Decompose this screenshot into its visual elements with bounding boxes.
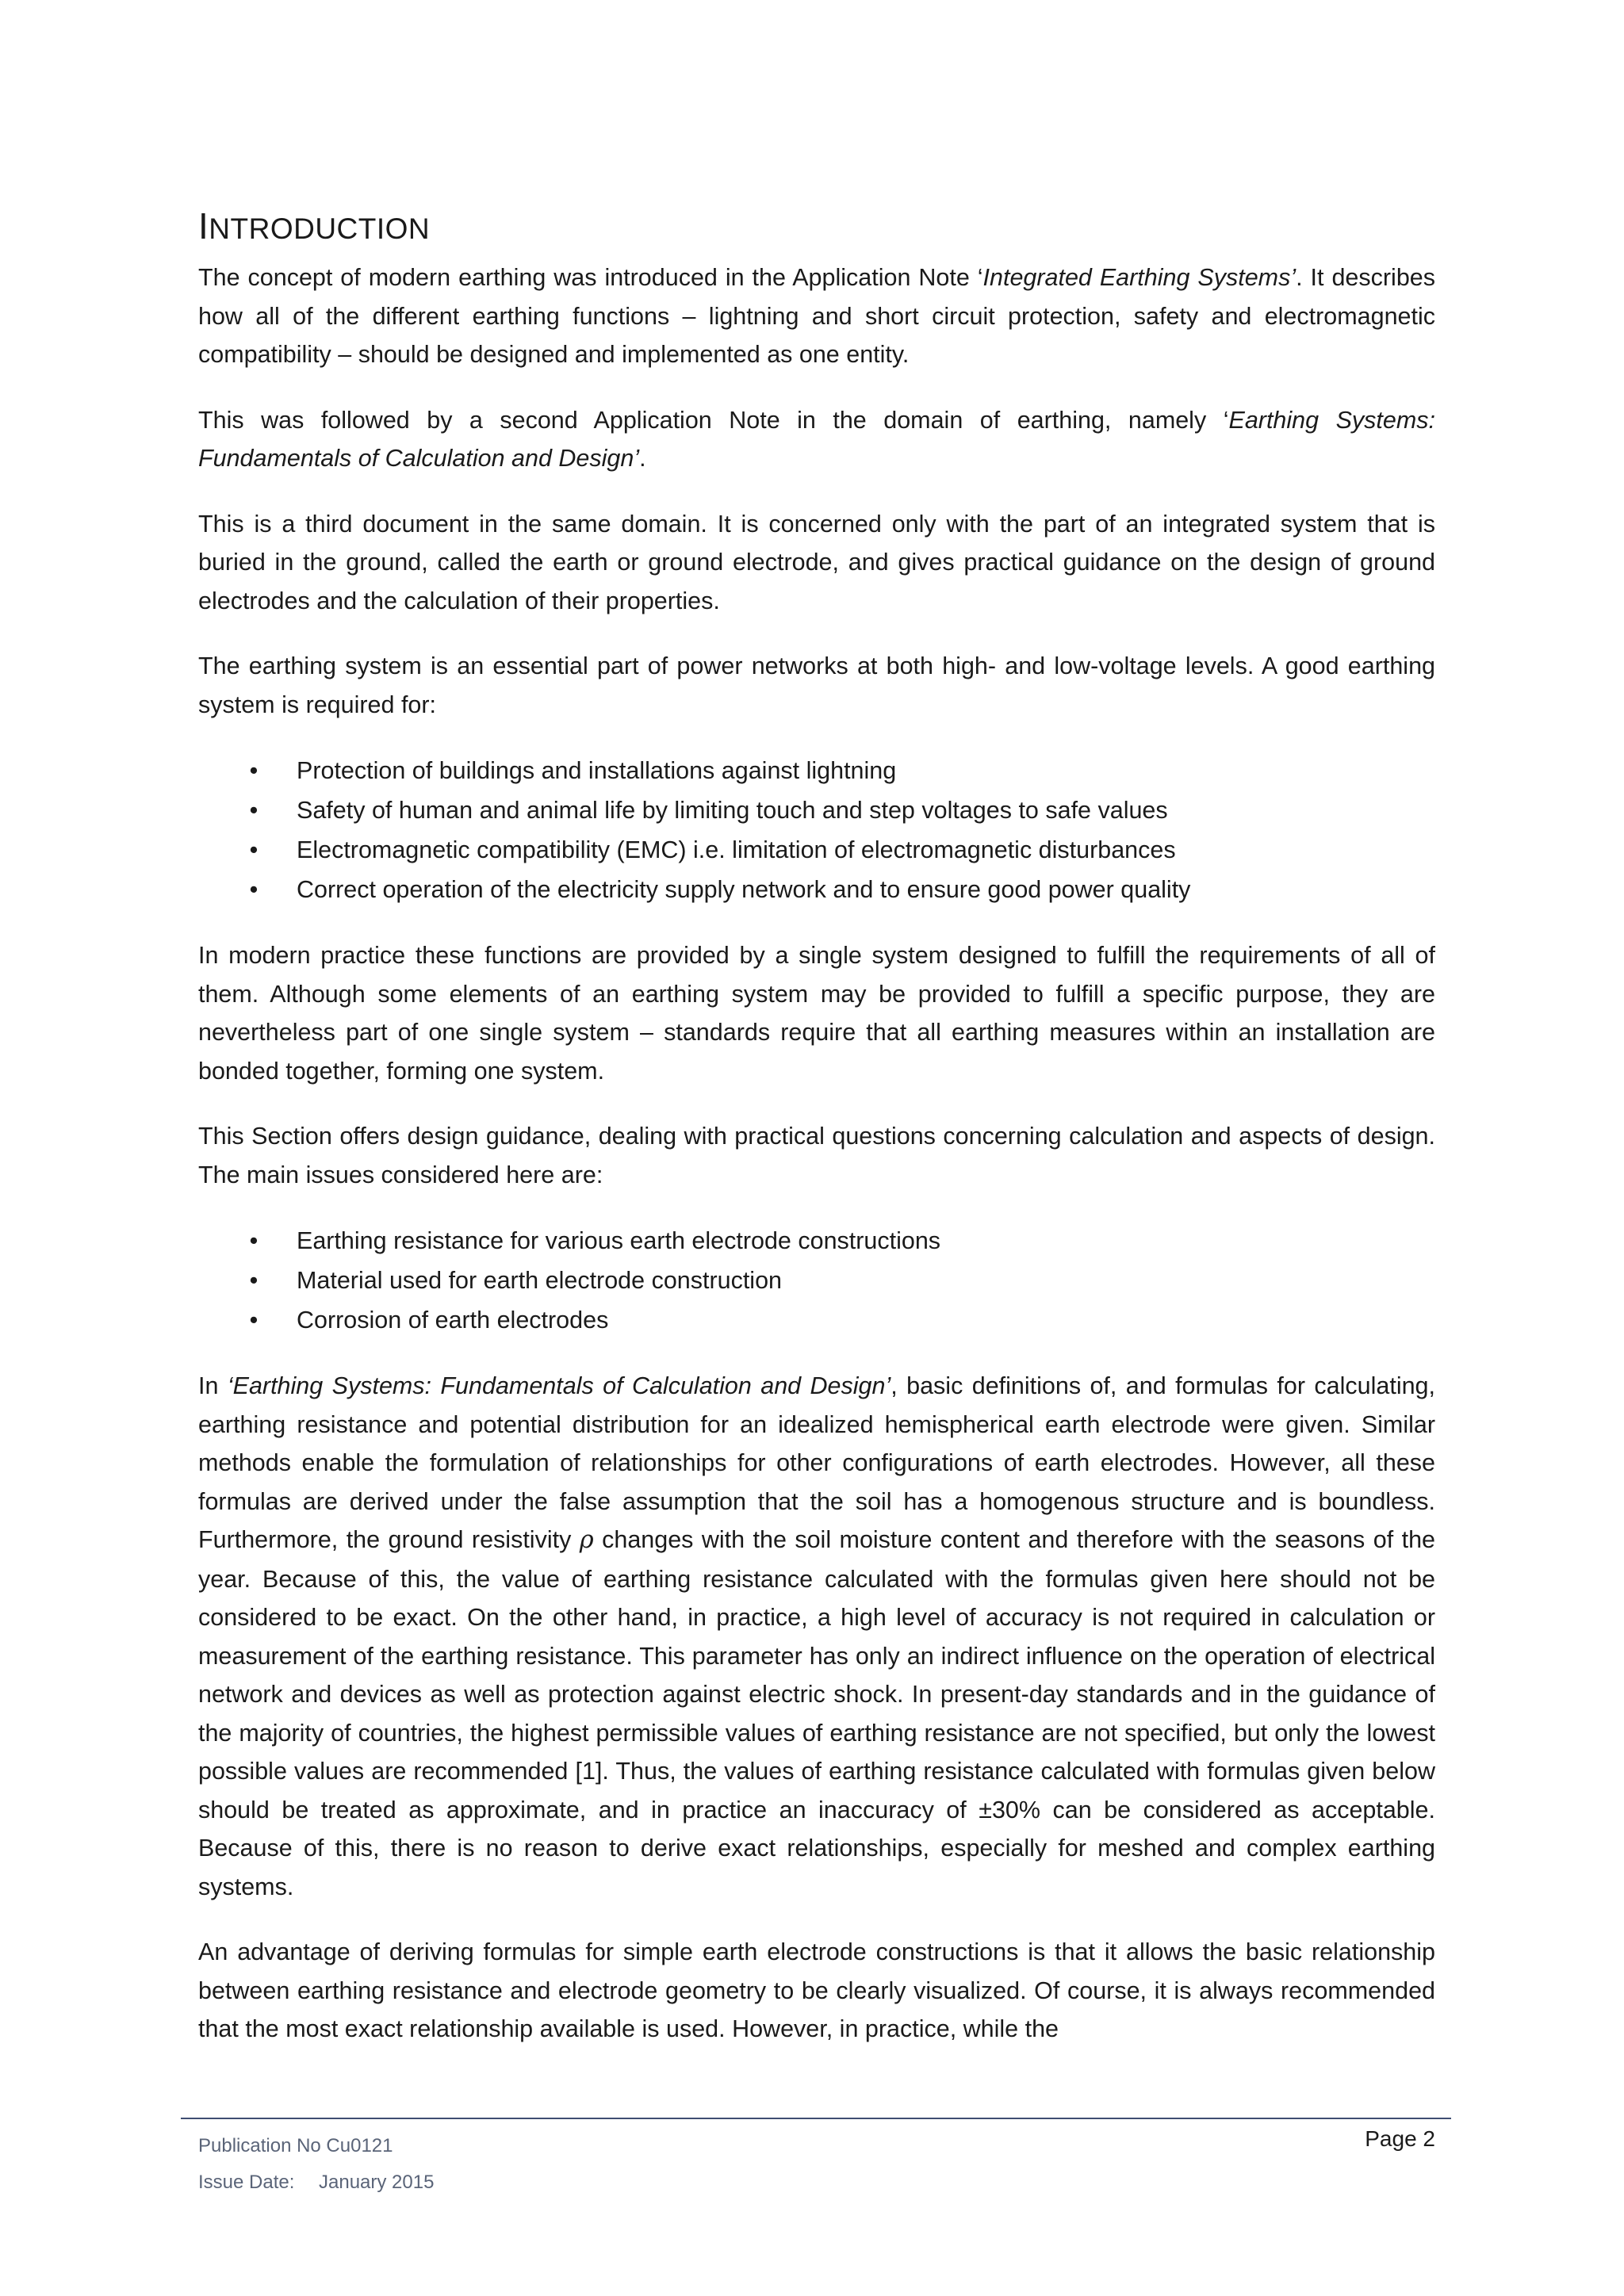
publication-number: Publication No Cu0121 bbox=[198, 2135, 393, 2156]
section-heading bbox=[198, 205, 1435, 247]
issue-date-value: January 2015 bbox=[319, 2172, 435, 2193]
list-item bbox=[198, 751, 1435, 790]
paragraph-8: An advantage of deriving formulas for simple earth electrode constructions is that it allows the basic relationship between earthing resistance and electrode geometry to be clearly visualized. Of course, it is always recommended that the most exact relationship available is used. However, in practice, while the bbox=[198, 1938, 1435, 2042]
p1-text-b: . It describes how all of the different earthing functions – lightning and short circuit protection, safety and electromagnetic compatibility – should be designed and implemented as one entity. bbox=[198, 264, 1435, 368]
rho-symbol: ρ bbox=[579, 1526, 594, 1554]
list-item-text: Safety of human and animal life by limiting touch and step voltages to safe values bbox=[297, 797, 1168, 824]
paragraph-1 bbox=[198, 258, 1435, 374]
p2-text-a: This was followed by a second Application Note in the domain of earthing, namely ‘ bbox=[198, 406, 1229, 434]
list-item-text: Earthing resistance for various earth electrode constructions bbox=[297, 1227, 941, 1254]
list-item-text: Material used for earth electrode construction bbox=[297, 1267, 783, 1294]
p1-title-integrated-earthing: Integrated Earthing Systems’ bbox=[982, 264, 1297, 291]
list-item bbox=[198, 1300, 1435, 1340]
requirements-list bbox=[198, 751, 1435, 909]
heading-rest: NTRODUCTION bbox=[209, 212, 431, 245]
issues-list bbox=[198, 1221, 1435, 1340]
list-item-text: Protection of buildings and installations against lightning bbox=[297, 757, 897, 784]
bullet-icon: • bbox=[249, 757, 259, 784]
issue-date-row bbox=[198, 2164, 434, 2201]
paragraph-3: This is a third document in the same domain. It is concerned only with the part of an integrated system that is buried in the ground, called the earth or ground electrode, and gives practical guidance on the design of ground electrodes and the calculation of their properties. bbox=[198, 510, 1435, 614]
paragraph-2 bbox=[198, 401, 1435, 478]
bullet-icon: • bbox=[249, 836, 259, 863]
bullet-icon: • bbox=[249, 1227, 259, 1254]
p7-text-c: changes with the soil moisture content and therefore with the seasons of the year. Because of this, the value of earthing resistance calculated with the formulas given here should not be considered to be exact. On the other hand, in practice, a high level of accuracy is not required in calculation or measurement of the earthing resistance. This parameter has only an indirect influence on the operation of electrical network and devices as well as protection against electric shock. In present-day standards and in the guidance of the majority of countries, the highest permissible values of earthing resistance are not specified, but only the lowest possible values are recommended [1]. Thus, the values of earthing resistance calculated with formulas given below should be treated as approximate, and in practice an inaccuracy of ±30% can be considered as acceptable. Because of this, there is no reason to derive exact relationships, especially for meshed and complex earthing systems. bbox=[198, 1526, 1435, 1900]
paragraph-5: In modern practice these functions are provided by a single system designed to fulfill the requirements of all of them. Although some elements of an earthing system may be provided to fulfill a specific purpose, they are nevertheless part of one single system – standards require that all earthing measures within an installation are bonded together, forming one system. bbox=[198, 942, 1435, 1085]
list-item bbox=[198, 790, 1435, 830]
list-item-text: Corrosion of earth electrodes bbox=[297, 1307, 609, 1334]
bullet-icon: • bbox=[249, 1307, 259, 1334]
paragraph-4: The earthing system is an essential part of power networks at both high- and low-voltage levels. A good earthing system is required for: bbox=[198, 652, 1435, 718]
bullet-icon: • bbox=[249, 1267, 259, 1294]
p7-text-a: In bbox=[198, 1372, 228, 1399]
paragraph-6: This Section offers design guidance, dealing with practical questions concerning calculation and aspects of design. The main issues considered here are: bbox=[198, 1123, 1435, 1188]
paragraph-7 bbox=[198, 1367, 1435, 1906]
heading-initial: I bbox=[198, 205, 209, 247]
p2-title-fundamentals: Earthing Systems: Fundamentals of Calculation and Design’ bbox=[198, 406, 1435, 472]
list-item bbox=[198, 1221, 1435, 1261]
bullet-icon: • bbox=[249, 797, 259, 824]
footer-divider bbox=[181, 2118, 1451, 2119]
page-number: Page 2 bbox=[1365, 2126, 1435, 2151]
p2-text-b: . bbox=[639, 445, 646, 472]
footer-info bbox=[198, 2128, 434, 2201]
list-item-text: Correct operation of the electricity supply network and to ensure good power quality bbox=[297, 876, 1191, 903]
bullet-icon: • bbox=[249, 876, 259, 903]
p7-text-b: , basic definitions of, and formulas for calculating, earthing resistance and potential distribution for an idealized hemispherical earth electrode were given. Similar methods enable the formulation of relationships for other configurations of earth electrodes. However, all these formulas are derived under the false assumption that the soil has a homogenous structure and is boundless. Furthermore, the ground resistivity bbox=[198, 1372, 1435, 1553]
list-item bbox=[198, 870, 1435, 909]
list-item bbox=[198, 1261, 1435, 1300]
list-item bbox=[198, 830, 1435, 870]
list-item-text: Electromagnetic compatibility (EMC) i.e. limitation of electromagnetic disturbances bbox=[297, 836, 1176, 863]
p7-title-fundamentals: ‘Earthing Systems: Fundamentals of Calculation and Design’ bbox=[227, 1372, 891, 1399]
page-body bbox=[198, 205, 1435, 2076]
issue-date-label: Issue Date: bbox=[198, 2172, 295, 2193]
p1-text-a: The concept of modern earthing was introduced in the Application Note ‘ bbox=[198, 264, 983, 291]
